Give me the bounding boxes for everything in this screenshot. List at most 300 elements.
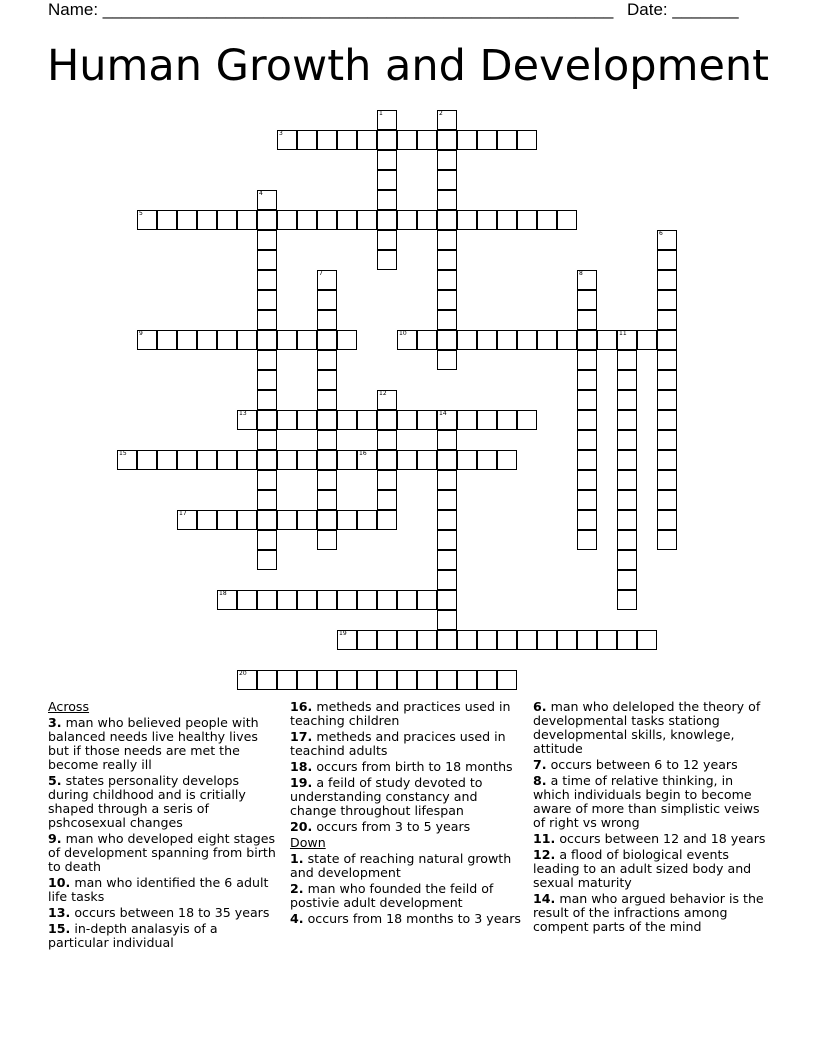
grid-cell[interactable] [117,450,137,470]
grid-cell[interactable] [417,590,437,610]
grid-cell[interactable] [577,370,597,390]
grid-cell[interactable] [257,390,277,410]
grid-cell[interactable] [577,310,597,330]
grid-cell[interactable] [317,270,337,290]
grid-cell[interactable] [657,450,677,470]
grid-cell[interactable] [457,130,477,150]
clue-text: states personality develops during childhood and is critially shaped through a seris of pshcosexual changes [48,773,246,830]
across-heading: Across [48,699,90,714]
grid-cell[interactable] [437,210,457,230]
grid-cell[interactable] [597,330,617,350]
grid-cell[interactable] [317,350,337,370]
grid-cell[interactable] [357,410,377,430]
grid-cell[interactable] [457,630,477,650]
grid-cell[interactable] [617,510,637,530]
grid-cell[interactable] [257,190,277,210]
grid-cell[interactable] [437,110,457,130]
down-clue [290,882,524,910]
grid-cell[interactable] [257,270,277,290]
grid-cell[interactable] [477,630,497,650]
grid-cell[interactable] [457,330,477,350]
grid-cell[interactable] [377,150,397,170]
clue-number-label: 14. [533,891,556,906]
grid-cell[interactable] [317,330,337,350]
clue-number-label: 18. [290,759,313,774]
grid-cell[interactable] [617,450,637,470]
grid-cell[interactable] [557,630,577,650]
clue-text: man who identified the 6 adult life tasks [48,875,269,904]
grid-cell[interactable] [477,210,497,230]
grid-cell[interactable] [177,510,197,530]
grid-cell[interactable] [437,270,457,290]
grid-cell[interactable] [137,210,157,230]
grid-cell[interactable] [517,410,537,430]
grid-cell[interactable] [397,630,417,650]
grid-cell[interactable] [397,590,417,610]
grid-cell[interactable] [257,470,277,490]
grid-cell[interactable] [437,150,457,170]
grid-cell[interactable] [397,450,417,470]
clue-number-label: 11. [533,831,556,846]
clue-text: man who argued behavior is the result of the infractions among compent parts of the mind [533,891,764,934]
grid-cell[interactable] [417,210,437,230]
clue-number: 1 [379,110,383,117]
grid-cell[interactable] [617,350,637,370]
grid-cell[interactable] [657,530,677,550]
clue-text: occurs between 6 to 12 years [546,757,738,772]
grid-cell[interactable] [417,670,437,690]
grid-cell[interactable] [377,490,397,510]
grid-cell[interactable] [577,490,597,510]
grid-cell[interactable] [157,450,177,470]
grid-cell[interactable] [377,190,397,210]
grid-cell[interactable] [337,210,357,230]
grid-cell[interactable] [577,470,597,490]
grid-cell[interactable] [437,470,457,490]
grid-cell[interactable] [377,110,397,130]
grid-cell[interactable] [257,290,277,310]
grid-cell[interactable] [617,590,637,610]
grid-cell[interactable] [197,450,217,470]
date-field-label[interactable]: Date: _______ [627,0,739,19]
grid-cell[interactable] [617,370,637,390]
grid-cell[interactable] [417,330,437,350]
grid-cell[interactable] [577,290,597,310]
grid-cell[interactable] [317,670,337,690]
grid-cell[interactable] [337,670,357,690]
grid-cell[interactable] [517,130,537,150]
grid-cell[interactable] [617,410,637,430]
clue-number: 20 [239,670,247,677]
grid-cell[interactable] [477,330,497,350]
clue-number-label: 6. [533,699,547,714]
grid-cell[interactable] [317,490,337,510]
grid-cell[interactable] [657,270,677,290]
grid-cell[interactable] [657,350,677,370]
grid-cell[interactable] [437,670,457,690]
grid-cell[interactable] [657,230,677,250]
grid-cell[interactable] [317,210,337,230]
grid-cell[interactable] [317,390,337,410]
grid-cell[interactable] [377,630,397,650]
grid-cell[interactable] [357,450,377,470]
grid-cell[interactable] [317,130,337,150]
grid-cell[interactable] [657,490,677,510]
grid-cell[interactable] [497,450,517,470]
grid-cell[interactable] [537,630,557,650]
grid-cell[interactable] [257,230,277,250]
grid-cell[interactable] [317,310,337,330]
grid-cell[interactable] [437,310,457,330]
grid-cell[interactable] [657,410,677,430]
grid-cell[interactable] [577,510,597,530]
grid-cell[interactable] [297,670,317,690]
grid-cell[interactable] [217,330,237,350]
grid-cell[interactable] [317,510,337,530]
across-clue [48,774,278,830]
grid-cell[interactable] [337,410,357,430]
grid-cell[interactable] [317,470,337,490]
grid-cell[interactable] [457,670,477,690]
down-clue [533,848,773,890]
grid-cell[interactable] [257,450,277,470]
grid-cell[interactable] [437,630,457,650]
grid-cell[interactable] [197,210,217,230]
grid-cell[interactable] [657,390,677,410]
grid-cell[interactable] [317,290,337,310]
across-clue [48,876,278,904]
grid-cell[interactable] [237,590,257,610]
clue-number: 7 [319,270,323,277]
across-clue [290,700,524,728]
grid-cell[interactable] [137,450,157,470]
grid-cell[interactable] [657,330,677,350]
grid-cell[interactable] [437,190,457,210]
grid-cell[interactable] [277,510,297,530]
clue-number-label: 16. [290,699,313,714]
grid-cell[interactable] [577,270,597,290]
grid-cell[interactable] [157,210,177,230]
grid-cell[interactable] [557,330,577,350]
grid-cell[interactable] [237,510,257,530]
grid-cell[interactable] [297,590,317,610]
grid-cell[interactable] [277,670,297,690]
grid-cell[interactable] [157,330,177,350]
down-clue [290,852,524,880]
down-clue [533,832,773,846]
grid-cell[interactable] [377,230,397,250]
grid-cell[interactable] [257,550,277,570]
grid-cell[interactable] [477,410,497,430]
grid-cell[interactable] [257,670,277,690]
clue-number: 4 [259,190,263,197]
grid-cell[interactable] [357,510,377,530]
clue-text: man who believed people with balanced needs live healthy lives but if those needs are met the become really ill [48,715,259,772]
grid-cell[interactable] [297,410,317,430]
name-field-label[interactable]: Name: ______________________________________________________ [48,0,614,19]
grid-cell[interactable] [657,250,677,270]
grid-cell[interactable] [397,130,417,150]
grid-cell[interactable] [297,450,317,470]
grid-cell[interactable] [297,130,317,150]
grid-cell[interactable] [237,210,257,230]
grid-cell[interactable] [397,670,417,690]
grid-cell[interactable] [257,490,277,510]
across-clue [290,820,524,834]
grid-cell[interactable] [497,670,517,690]
grid-cell[interactable] [237,670,257,690]
grid-cell[interactable] [377,250,397,270]
clue-number-label: 15. [48,921,71,936]
grid-cell[interactable] [437,130,457,150]
grid-cell[interactable] [477,670,497,690]
clue-number: 11 [619,330,627,337]
grid-cell[interactable] [357,670,377,690]
grid-cell[interactable] [237,330,257,350]
grid-cell[interactable] [437,610,457,630]
grid-cell[interactable] [617,330,637,350]
grid-cell[interactable] [437,490,457,510]
down-heading: Down [290,835,326,850]
grid-cell[interactable] [657,510,677,530]
grid-cell[interactable] [617,390,637,410]
clue-number-label: 7. [533,757,547,772]
grid-cell[interactable] [237,410,257,430]
clue-number: 2 [439,110,443,117]
grid-cell[interactable] [437,170,457,190]
grid-cell[interactable] [417,410,437,430]
grid-cell[interactable] [377,450,397,470]
clue-text: occurs from 18 months to 3 years [303,911,521,926]
grid-cell[interactable] [477,130,497,150]
grid-cell[interactable] [297,510,317,530]
grid-cell[interactable] [217,450,237,470]
grid-cell[interactable] [617,430,637,450]
grid-cell[interactable] [377,670,397,690]
grid-cell[interactable] [257,410,277,430]
grid-cell[interactable] [517,210,537,230]
grid-cell[interactable] [637,330,657,350]
grid-cell[interactable] [437,450,457,470]
grid-cell[interactable] [277,590,297,610]
grid-cell[interactable] [457,210,477,230]
grid-cell[interactable] [637,630,657,650]
clue-number: 15 [119,450,127,457]
grid-cell[interactable] [497,630,517,650]
grid-cell[interactable] [437,230,457,250]
grid-cell[interactable] [497,330,517,350]
grid-cell[interactable] [357,630,377,650]
grid-cell[interactable] [317,590,337,610]
grid-cell[interactable] [597,630,617,650]
grid-cell[interactable] [357,130,377,150]
grid-cell[interactable] [217,210,237,230]
grid-cell[interactable] [577,450,597,470]
grid-cell[interactable] [437,290,457,310]
grid-cell[interactable] [257,590,277,610]
grid-cell[interactable] [537,330,557,350]
grid-cell[interactable] [577,330,597,350]
clue-text: state of reaching natural growth and development [290,851,512,880]
clue-number-label: 17. [290,729,313,744]
clue-number-label: 9. [48,831,62,846]
grid-cell[interactable] [257,510,277,530]
grid-cell[interactable] [197,330,217,350]
grid-cell[interactable] [177,450,197,470]
grid-cell[interactable] [617,470,637,490]
clue-number: 9 [139,330,143,337]
grid-cell[interactable] [197,510,217,530]
grid-cell[interactable] [657,470,677,490]
grid-cell[interactable] [617,630,637,650]
grid-cell[interactable] [657,370,677,390]
clue-text: a flood of biological events leading to an adult sized body and sexual maturity [533,847,752,890]
grid-cell[interactable] [217,590,237,610]
grid-cell[interactable] [137,330,157,350]
grid-cell[interactable] [337,510,357,530]
grid-cell[interactable] [377,470,397,490]
grid-cell[interactable] [437,410,457,430]
grid-cell[interactable] [577,390,597,410]
down-clue [533,774,773,830]
grid-cell[interactable] [357,590,377,610]
grid-cell[interactable] [437,530,457,550]
clue-text: man who founded the feild of postivie adult development [290,881,494,910]
grid-cell[interactable] [257,530,277,550]
grid-cell[interactable] [297,210,317,230]
grid-cell[interactable] [277,330,297,350]
grid-cell[interactable] [437,350,457,370]
grid-cell[interactable] [257,370,277,390]
grid-cell[interactable] [557,210,577,230]
grid-cell[interactable] [177,330,197,350]
down-clue [290,912,524,926]
grid-cell[interactable] [217,510,237,530]
grid-cell[interactable] [617,530,637,550]
grid-cell[interactable] [397,410,417,430]
grid-cell[interactable] [257,330,277,350]
grid-cell[interactable] [437,570,457,590]
clue-text: in-depth analasyis of a particular individual [48,921,218,950]
grid-cell[interactable] [257,210,277,230]
grid-cell[interactable] [617,550,637,570]
grid-cell[interactable] [617,490,637,510]
down-clue [533,892,773,934]
clue-text: occurs from 3 to 5 years [312,819,471,834]
grid-cell[interactable] [657,290,677,310]
grid-cell[interactable] [617,570,637,590]
grid-cell[interactable] [657,430,677,450]
grid-cell[interactable] [317,410,337,430]
grid-cell[interactable] [337,590,357,610]
across-clue [48,716,278,772]
grid-cell[interactable] [437,250,457,270]
grid-cell[interactable] [337,130,357,150]
grid-cell[interactable] [257,310,277,330]
grid-cell[interactable] [337,450,357,470]
grid-cell[interactable] [377,170,397,190]
grid-cell[interactable] [257,430,277,450]
grid-cell[interactable] [377,590,397,610]
grid-cell[interactable] [577,350,597,370]
grid-cell[interactable] [437,550,457,570]
grid-cell[interactable] [257,250,277,270]
grid-cell[interactable] [237,450,257,470]
grid-cell[interactable] [317,530,337,550]
grid-cell[interactable] [517,330,537,350]
grid-cell[interactable] [337,630,357,650]
grid-cell[interactable] [477,450,497,470]
clue-number: 12 [379,390,387,397]
grid-cell[interactable] [497,410,517,430]
grid-cell[interactable] [357,210,377,230]
grid-cell[interactable] [177,210,197,230]
grid-cell[interactable] [497,130,517,150]
grid-cell[interactable] [377,510,397,530]
grid-cell[interactable] [337,330,357,350]
grid-cell[interactable] [317,370,337,390]
grid-cell[interactable] [317,450,337,470]
clue-number: 14 [439,410,447,417]
clue-number: 16 [359,450,367,457]
grid-cell[interactable] [397,330,417,350]
grid-cell[interactable] [377,410,397,430]
clue-number: 3 [279,130,283,137]
grid-cell[interactable] [317,430,337,450]
clue-text: a time of relative thinking, in which individuals begin to become aware of more than simplistic veiws of right vs wrong [533,773,760,830]
grid-cell[interactable] [437,430,457,450]
grid-cell[interactable] [277,130,297,150]
grid-cell[interactable] [577,410,597,430]
grid-cell[interactable] [517,630,537,650]
grid-cell[interactable] [277,450,297,470]
across-clue [48,832,278,874]
grid-cell[interactable] [457,410,477,430]
across-clue [290,760,524,774]
grid-cell[interactable] [437,590,457,610]
clue-number: 17 [179,510,187,517]
grid-cell[interactable] [277,410,297,430]
grid-cell[interactable] [297,330,317,350]
clue-number-label: 20. [290,819,313,834]
grid-cell[interactable] [377,210,397,230]
grid-cell[interactable] [657,310,677,330]
grid-cell[interactable] [457,450,477,470]
grid-cell[interactable] [417,630,437,650]
grid-cell[interactable] [397,210,417,230]
grid-cell[interactable] [577,430,597,450]
clues-column-2 [290,700,524,928]
puzzle-title: Human Growth and Development [46,41,770,91]
grid-cell[interactable] [577,630,597,650]
grid-cell[interactable] [497,210,517,230]
grid-cell[interactable] [417,130,437,150]
grid-cell[interactable] [537,210,557,230]
clues-column-3 [533,700,773,936]
grid-cell[interactable] [257,350,277,370]
grid-cell[interactable] [277,210,297,230]
grid-cell[interactable] [417,450,437,470]
across-clue [48,906,278,920]
clue-text: man who developed eight stages of development spanning from birth to death [48,831,276,874]
grid-cell[interactable] [437,330,457,350]
grid-cell[interactable] [377,130,397,150]
grid-cell[interactable] [577,530,597,550]
grid-cell[interactable] [377,390,397,410]
clue-number-label: 2. [290,881,304,896]
grid-cell[interactable] [437,510,457,530]
grid-cell[interactable] [377,430,397,450]
